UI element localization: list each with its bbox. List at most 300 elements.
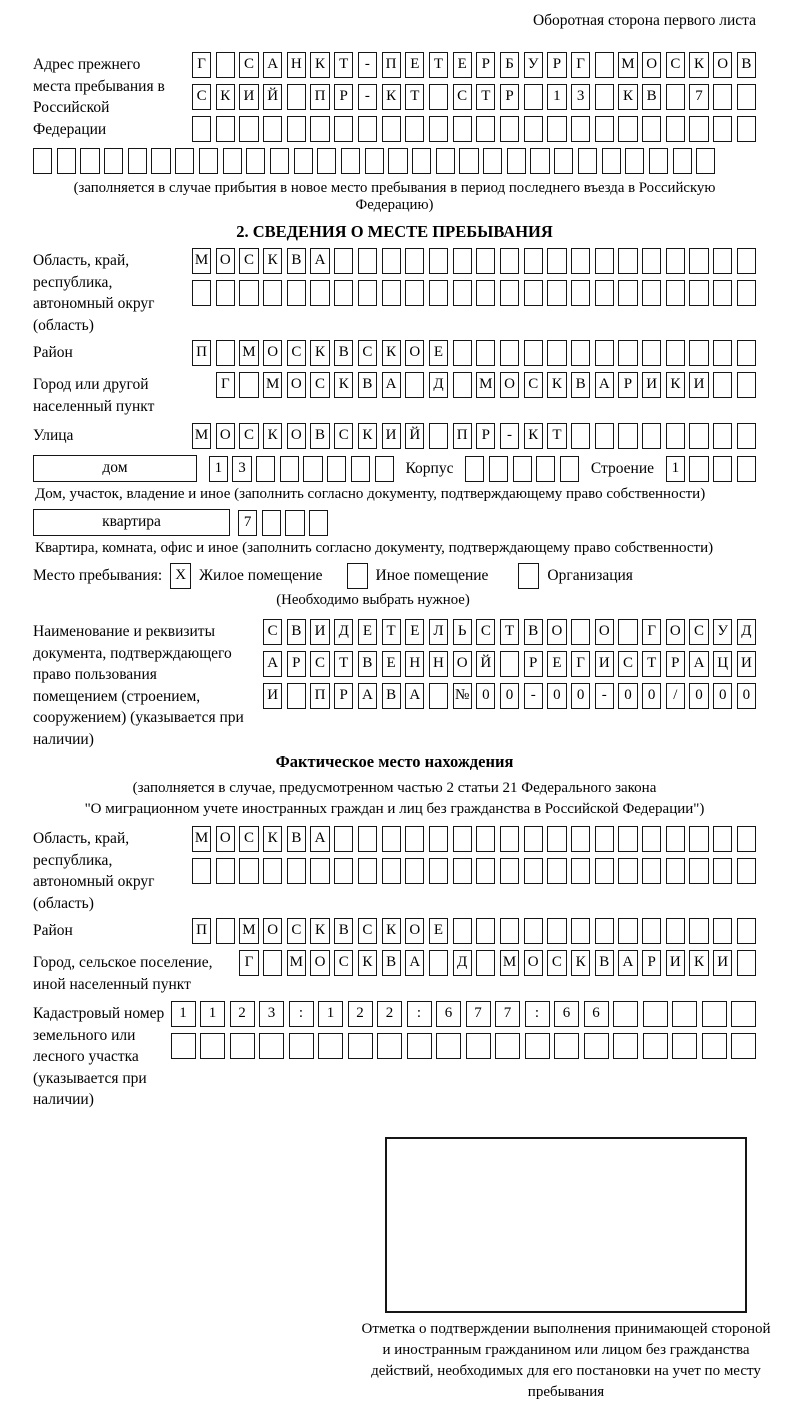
char-cell (547, 918, 566, 944)
char-cell: 0 (547, 683, 566, 709)
char-cell: М (618, 52, 637, 78)
char-cell (524, 280, 543, 306)
char-cell: С (287, 340, 306, 366)
char-cell: В (571, 372, 590, 398)
fact-title: Фактическое место нахождения (275, 752, 514, 771)
char-cell (310, 858, 329, 884)
char-cell (429, 950, 448, 976)
char-cell: Т (334, 52, 353, 78)
char-cell (436, 1033, 461, 1059)
char-cell (524, 918, 543, 944)
char-cell: С (547, 950, 566, 976)
kvartira-caption: Квартира, комната, офис и иное (заполнить согласно документу, подтверждающему право собственности) (35, 540, 714, 556)
char-cell: Р (618, 372, 637, 398)
char-cell (666, 280, 685, 306)
char-cell (382, 858, 401, 884)
char-boxes-row (192, 116, 756, 142)
char-cell: С (239, 52, 258, 78)
char-cell: А (382, 372, 401, 398)
char-cell (643, 1001, 668, 1027)
char-cell (289, 1033, 314, 1059)
char-cell (239, 116, 258, 142)
char-cell: О (263, 340, 282, 366)
char-cell: Т (547, 423, 566, 449)
char-cell: Д (453, 950, 472, 976)
field-dom (33, 455, 756, 482)
char-cell (547, 116, 566, 142)
char-cell (595, 116, 614, 142)
char-cell: С (524, 372, 543, 398)
char-cell (642, 340, 661, 366)
char-cell (192, 280, 211, 306)
char-cell (642, 826, 661, 852)
char-cell: К (547, 372, 566, 398)
char-cell (263, 280, 282, 306)
char-cell: К (358, 423, 377, 449)
char-cell (737, 826, 756, 852)
char-cell (554, 1033, 579, 1059)
field-ulitsa (33, 423, 756, 449)
char-boxes-row (192, 84, 756, 110)
char-cell: 6 (554, 1001, 579, 1027)
char-cell: Е (453, 52, 472, 78)
char-cell (524, 84, 543, 110)
char-cell: Р (642, 950, 661, 976)
char-cell: П (310, 84, 329, 110)
char-cell (666, 340, 685, 366)
stroenie-label: Строение (590, 459, 655, 477)
char-cell: 6 (584, 1001, 609, 1027)
char-cell: Т (334, 651, 353, 677)
raion-rows (192, 340, 756, 366)
char-cell: К (263, 826, 282, 852)
char-cell: В (737, 52, 756, 78)
char-cell: М (192, 248, 211, 274)
char-cell (689, 858, 708, 884)
char-cell (595, 52, 614, 78)
char-cell: Н (429, 651, 448, 677)
field-fact-oblast (33, 826, 756, 918)
char-cell: 0 (618, 683, 637, 709)
char-cell (429, 826, 448, 852)
char-cell: М (239, 918, 258, 944)
kadastr-rows (171, 1001, 757, 1059)
char-cell (595, 248, 614, 274)
char-cell (737, 858, 756, 884)
char-cell (602, 148, 621, 174)
char-boxes-row (33, 148, 756, 174)
char-cell (317, 148, 336, 174)
char-cell: И (642, 372, 661, 398)
kadastr-label: Кадастровый номер земельного или лесного участка (указывается при наличии) (33, 1005, 165, 1108)
fact-raion-label: Район (33, 922, 73, 939)
char-boxes-row (238, 510, 328, 536)
char-cell (466, 1033, 491, 1059)
char-cell: О (405, 918, 424, 944)
char-cell: И (239, 84, 258, 110)
char-cell: М (263, 372, 282, 398)
char-cell (287, 683, 306, 709)
char-cell: 7 (495, 1001, 520, 1027)
stamp-box (385, 1137, 747, 1313)
char-cell (358, 858, 377, 884)
char-cell (713, 423, 732, 449)
char-boxes-row (263, 683, 756, 709)
char-cell (713, 858, 732, 884)
char-cell: Р (334, 683, 353, 709)
char-cell (702, 1001, 727, 1027)
char-cell: 0 (571, 683, 590, 709)
char-cell (500, 116, 519, 142)
char-cell (666, 858, 685, 884)
char-cell (476, 950, 495, 976)
char-cell (453, 248, 472, 274)
char-boxes-row (263, 651, 756, 677)
char-cell (223, 148, 242, 174)
char-cell: Р (547, 52, 566, 78)
char-cell (689, 423, 708, 449)
char-cell: К (334, 372, 353, 398)
char-cell (513, 456, 532, 482)
char-cell (642, 858, 661, 884)
char-cell: 0 (476, 683, 495, 709)
char-cell: А (358, 683, 377, 709)
char-cell (327, 456, 346, 482)
char-cell: - (524, 683, 543, 709)
char-cell (262, 510, 281, 536)
char-cell (689, 456, 708, 482)
char-cell (571, 918, 590, 944)
char-cell (216, 918, 235, 944)
field-gorod (33, 372, 756, 417)
char-cell (536, 456, 555, 482)
char-cell (453, 372, 472, 398)
char-cell (618, 423, 637, 449)
char-boxes-row (209, 456, 394, 482)
char-cell (618, 280, 637, 306)
char-boxes-row (171, 1001, 757, 1027)
char-cell: У (524, 52, 543, 78)
char-cell (310, 116, 329, 142)
char-cell (696, 148, 715, 174)
char-cell (239, 280, 258, 306)
char-cell: Л (429, 619, 448, 645)
char-cell (737, 84, 756, 110)
char-cell (199, 148, 218, 174)
char-cell (216, 340, 235, 366)
char-cell (737, 116, 756, 142)
char-cell: Е (547, 651, 566, 677)
char-cell (618, 340, 637, 366)
char-cell (713, 456, 732, 482)
char-cell (625, 148, 644, 174)
char-cell (500, 918, 519, 944)
char-cell: В (287, 619, 306, 645)
char-cell (571, 826, 590, 852)
char-cell (595, 340, 614, 366)
char-cell (713, 280, 732, 306)
char-cell: Т (500, 619, 519, 645)
char-cell (57, 148, 76, 174)
char-cell (382, 280, 401, 306)
char-cell: А (310, 826, 329, 852)
char-cell: К (689, 52, 708, 78)
char-cell (33, 148, 52, 174)
char-cell: Р (500, 84, 519, 110)
char-cell (547, 858, 566, 884)
char-cell (453, 918, 472, 944)
char-cell: К (666, 372, 685, 398)
char-cell (524, 116, 543, 142)
char-cell: 7 (689, 84, 708, 110)
char-cell (666, 248, 685, 274)
char-cell (405, 858, 424, 884)
char-cell (405, 826, 424, 852)
char-cell: № (453, 683, 472, 709)
char-cell (429, 423, 448, 449)
field-fact-raion (33, 918, 756, 944)
char-cell (465, 456, 484, 482)
checkbox-zhiloe: X (170, 563, 191, 589)
fact-note2: "О миграционном учете иностранных граждан и лиц без гражданства в Российской Федерации") (84, 801, 705, 817)
char-boxes-row (666, 456, 756, 482)
char-cell (334, 248, 353, 274)
char-cell: / (666, 683, 685, 709)
char-cell: В (524, 619, 543, 645)
char-cell (216, 858, 235, 884)
char-cell: П (382, 52, 401, 78)
char-cell (358, 116, 377, 142)
char-cell (287, 84, 306, 110)
char-cell: О (216, 826, 235, 852)
mesto-label: Место пребывания: (33, 567, 163, 584)
char-cell: - (358, 84, 377, 110)
char-cell: О (547, 619, 566, 645)
char-cell: 3 (232, 456, 251, 482)
char-cell: : (289, 1001, 314, 1027)
char-cell (429, 248, 448, 274)
char-cell: С (358, 340, 377, 366)
char-cell: И (263, 683, 282, 709)
char-cell (318, 1033, 343, 1059)
char-cell (618, 826, 637, 852)
fact-raion-rows (192, 918, 756, 944)
char-cell (524, 340, 543, 366)
char-cell (476, 116, 495, 142)
char-cell: К (618, 84, 637, 110)
char-cell (737, 423, 756, 449)
char-cell (547, 826, 566, 852)
char-cell (595, 423, 614, 449)
char-cell (500, 651, 519, 677)
char-cell (285, 510, 304, 536)
char-cell (673, 148, 692, 174)
char-cell (429, 116, 448, 142)
char-cell (429, 683, 448, 709)
char-cell (666, 84, 685, 110)
char-cell (571, 116, 590, 142)
char-cell (666, 918, 685, 944)
char-cell: Т (476, 84, 495, 110)
char-cell: 0 (713, 683, 732, 709)
char-cell (689, 918, 708, 944)
char-cell: О (500, 372, 519, 398)
char-cell (642, 116, 661, 142)
char-cell: А (405, 683, 424, 709)
char-cell: В (595, 950, 614, 976)
char-cell (216, 116, 235, 142)
char-cell: Р (476, 423, 495, 449)
char-boxes-row (263, 619, 756, 645)
char-cell: В (287, 248, 306, 274)
char-cell (239, 372, 258, 398)
fact-gorod-label: Город, сельское поселение, иной населенный пункт (33, 954, 213, 993)
field-fact-gorod (33, 950, 756, 995)
char-cell (382, 826, 401, 852)
char-cell: Е (429, 340, 448, 366)
prev-address-note: (заполняется в случае прибытия в новое место пребывания в период последнего въезда в Российскую Федерацию) (73, 180, 716, 213)
char-cell (287, 280, 306, 306)
char-cell (388, 148, 407, 174)
char-cell (309, 510, 328, 536)
ulitsa-label: Улица (33, 427, 74, 444)
char-boxes-row (216, 372, 756, 398)
char-boxes-row (192, 248, 756, 274)
char-cell: 2 (230, 1001, 255, 1027)
korpus-label: Корпус (405, 459, 454, 477)
char-cell: 3 (259, 1001, 284, 1027)
char-cell (584, 1033, 609, 1059)
prev-address-label: Адрес прежнего места пребывания в Российской Федерации (33, 56, 165, 138)
char-cell: 1 (171, 1001, 196, 1027)
char-cell: К (263, 248, 282, 274)
char-cell (642, 248, 661, 274)
char-cell (500, 858, 519, 884)
char-cell (737, 340, 756, 366)
char-cell: 1 (200, 1001, 225, 1027)
char-boxes-row (192, 858, 756, 884)
char-cell (270, 148, 289, 174)
char-cell: А (263, 651, 282, 677)
char-cell: М (192, 423, 211, 449)
char-cell (334, 116, 353, 142)
char-cell: О (216, 423, 235, 449)
char-cell: О (642, 52, 661, 78)
char-boxes-row (192, 280, 756, 306)
checkbox-inoe (347, 563, 368, 589)
mesto-note: (Необходимо выбрать нужное) (276, 592, 470, 608)
char-cell: 0 (689, 683, 708, 709)
char-cell: : (407, 1001, 432, 1027)
char-cell (263, 858, 282, 884)
char-cell (702, 1033, 727, 1059)
char-cell: К (216, 84, 235, 110)
char-cell: С (287, 918, 306, 944)
char-cell: М (476, 372, 495, 398)
char-cell (256, 456, 275, 482)
char-cell (571, 858, 590, 884)
char-cell: Ь (453, 619, 472, 645)
raion-label: Район (33, 344, 73, 361)
char-cell (489, 456, 508, 482)
char-cell: К (571, 950, 590, 976)
char-cell (666, 116, 685, 142)
char-cell (351, 456, 370, 482)
char-cell: Д (737, 619, 756, 645)
char-cell (618, 619, 637, 645)
char-cell (595, 280, 614, 306)
char-cell: Н (287, 52, 306, 78)
char-cell: С (239, 826, 258, 852)
char-cell: В (358, 651, 377, 677)
dom-caption: Дом, участок, владение и иное (заполнить согласно документу, подтверждающему право собственности) (35, 486, 706, 502)
char-cell (524, 826, 543, 852)
char-cell (436, 148, 455, 174)
char-boxes-row (465, 456, 579, 482)
checkbox-organizaciya (518, 563, 539, 589)
char-cell (560, 456, 579, 482)
char-cell (672, 1033, 697, 1059)
char-cell (571, 280, 590, 306)
char-cell: А (263, 52, 282, 78)
char-cell (459, 148, 478, 174)
char-cell (476, 826, 495, 852)
char-cell: С (618, 651, 637, 677)
char-cell (382, 116, 401, 142)
field-kvartira (33, 509, 756, 536)
fact-oblast-rows (192, 826, 756, 884)
char-cell (547, 248, 566, 274)
char-cell (578, 148, 597, 174)
char-cell (507, 148, 526, 174)
char-cell: А (689, 651, 708, 677)
document-rows (263, 619, 756, 709)
char-cell (246, 148, 265, 174)
char-cell (571, 248, 590, 274)
char-cell (104, 148, 123, 174)
char-cell (689, 340, 708, 366)
char-cell: М (239, 340, 258, 366)
char-cell: Г (239, 950, 258, 976)
char-cell: Р (524, 651, 543, 677)
char-cell: И (666, 950, 685, 976)
char-cell (412, 148, 431, 174)
char-cell (737, 372, 756, 398)
char-cell: : (525, 1001, 550, 1027)
char-cell (554, 148, 573, 174)
char-cell (672, 1001, 697, 1027)
char-cell (649, 148, 668, 174)
char-cell: М (500, 950, 519, 976)
char-boxes-row (171, 1033, 757, 1059)
char-cell (643, 1033, 668, 1059)
char-cell (642, 918, 661, 944)
char-cell: П (453, 423, 472, 449)
char-boxes-row (192, 423, 756, 449)
char-cell: К (310, 52, 329, 78)
char-cell (476, 248, 495, 274)
char-cell: Р (666, 651, 685, 677)
char-cell: И (595, 651, 614, 677)
char-cell (294, 148, 313, 174)
char-cell: В (287, 826, 306, 852)
char-cell (200, 1033, 225, 1059)
char-cell (713, 918, 732, 944)
char-cell (547, 280, 566, 306)
char-cell: Е (358, 619, 377, 645)
char-cell (737, 248, 756, 274)
char-cell (713, 84, 732, 110)
